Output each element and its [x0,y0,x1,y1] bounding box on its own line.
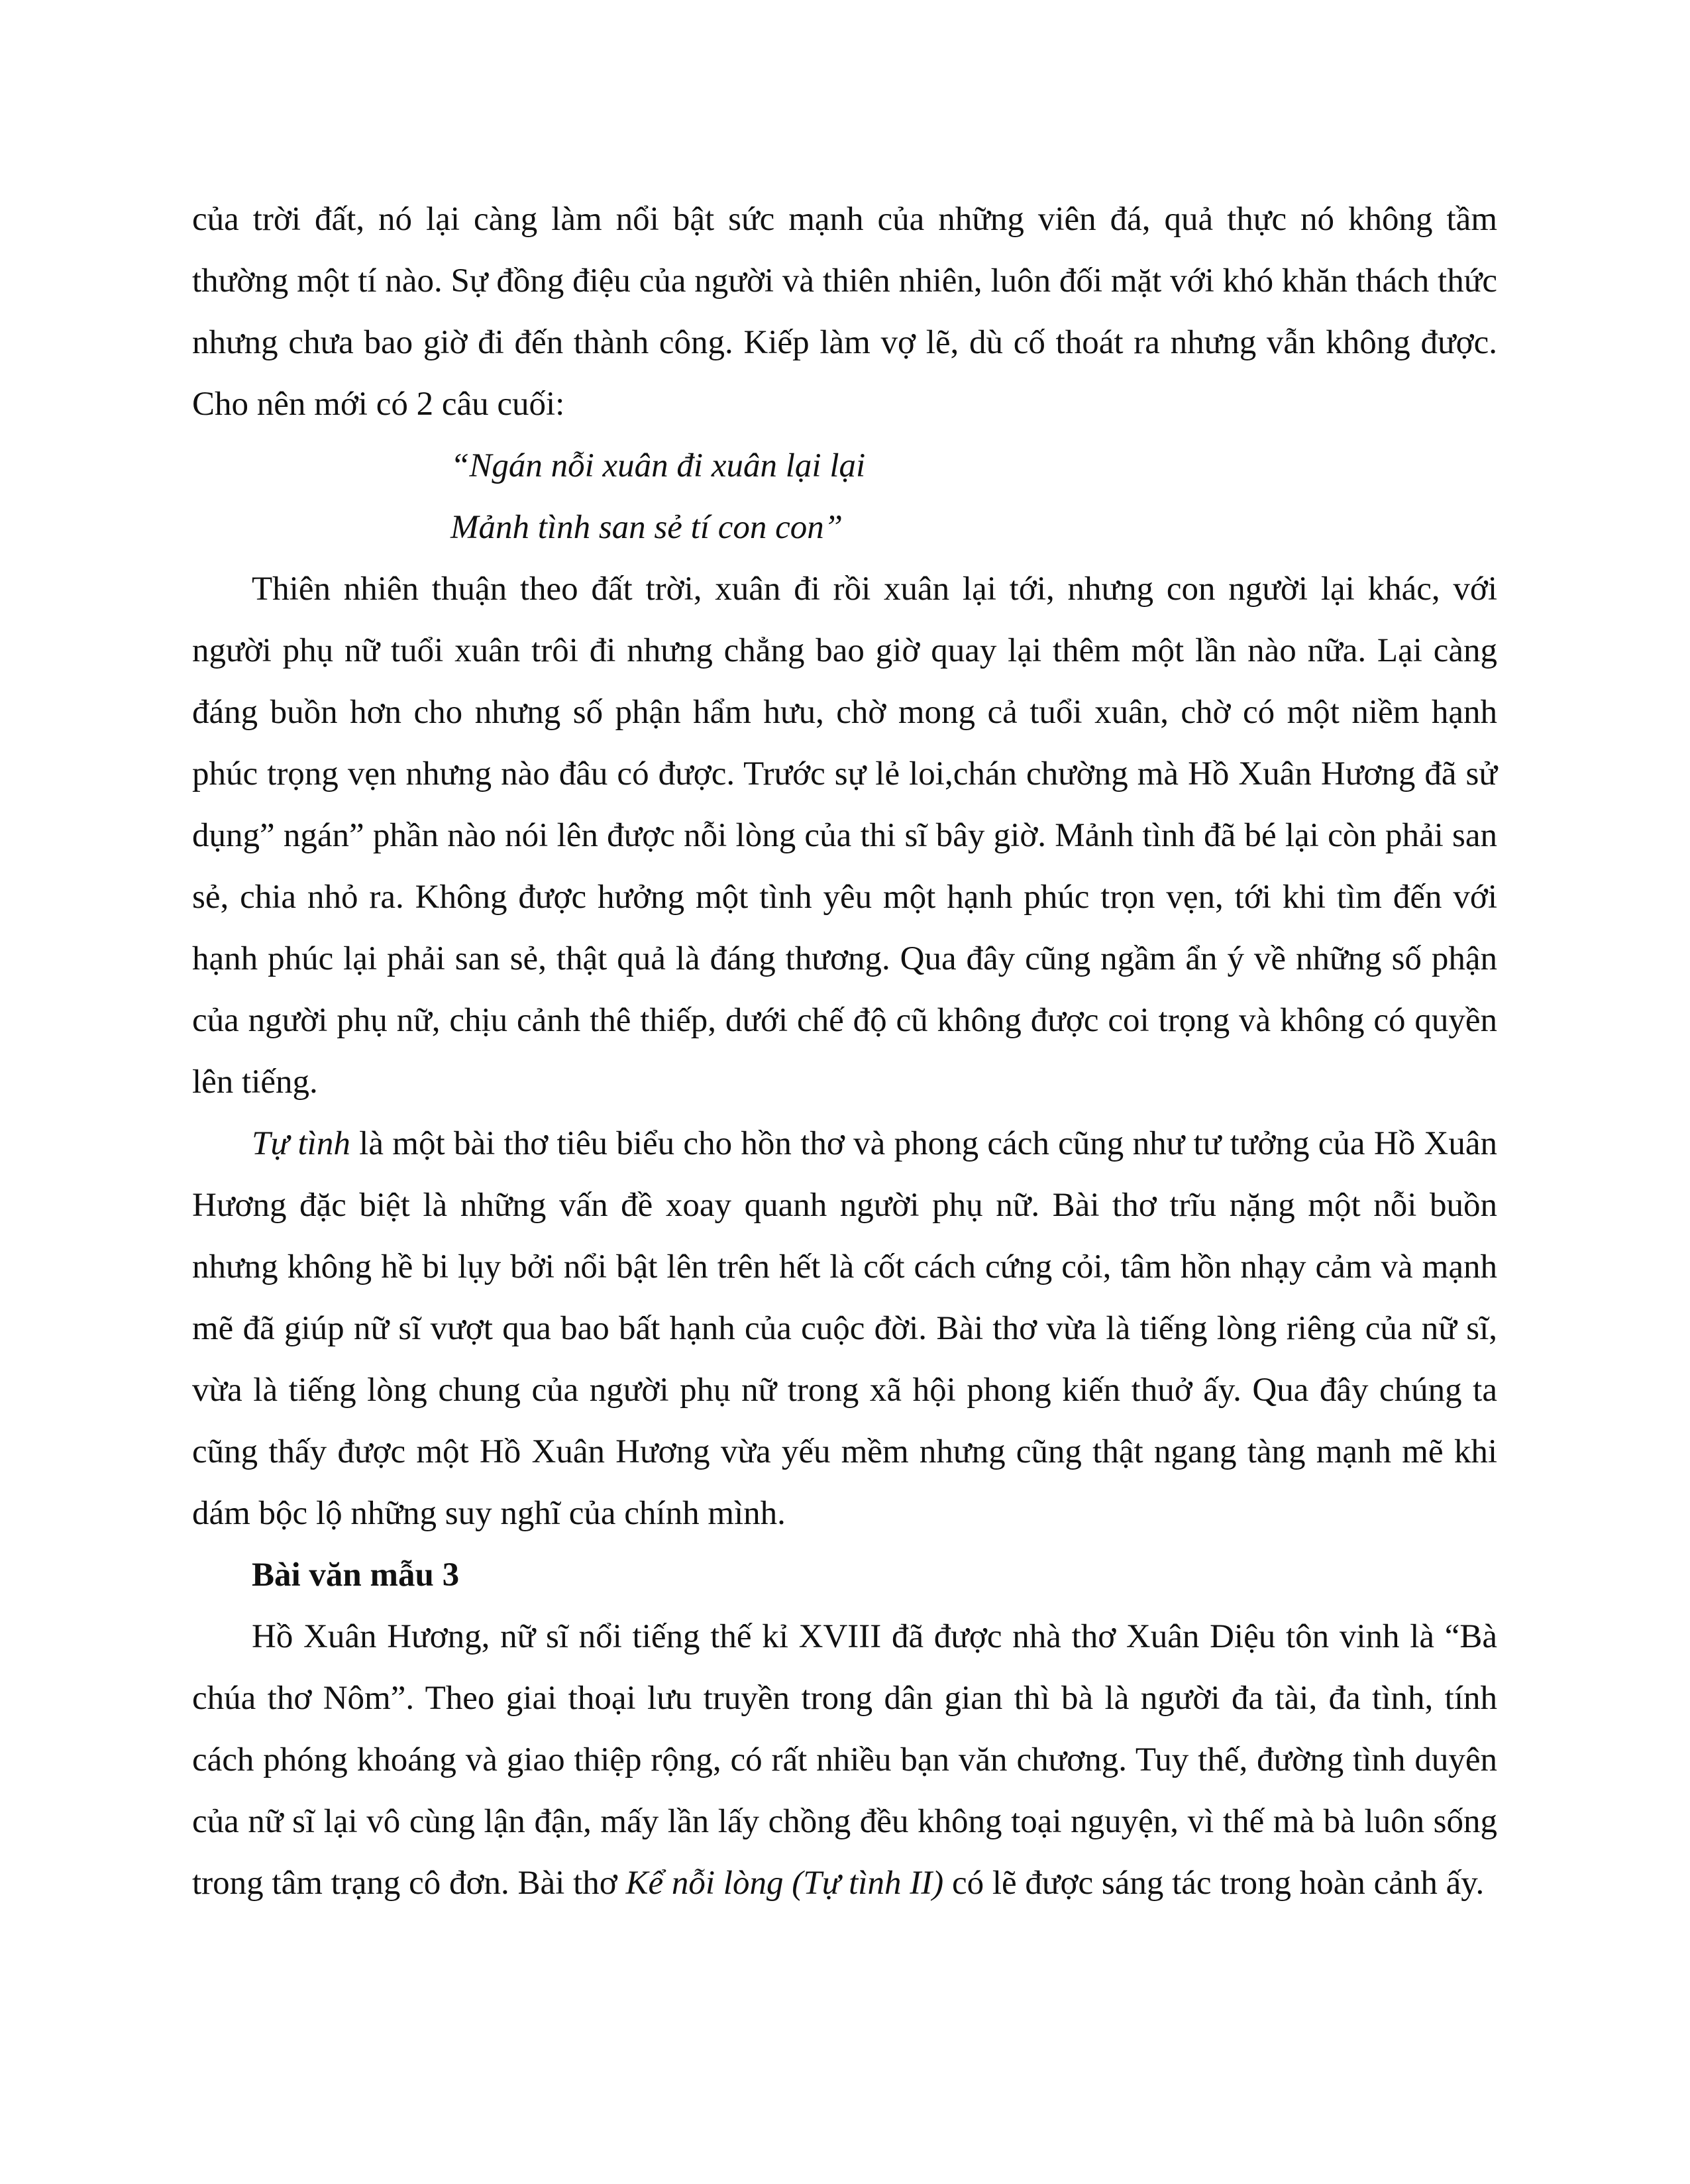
paragraph-analysis: Thiên nhiên thuận theo đất trời, xuân đi rồi xuân lại tới, nhưng con người lại khác, với người phụ nữ tuổi xuân trôi đi nhưng chẳng bao giờ quay lại thêm một lần nào nữa. Lại càng đáng buồn hơn cho nhưng số phận hẩm hưu, chờ mong cả tuổi xuân, chờ có một niềm hạnh phúc trọng vẹn nhưng nào đâu có được. Trước sự lẻ loi,chán chường mà Hồ Xuân Hương đã sử dụng” ngán” phần nào nói lên được nỗi lòng của thi sĩ bây giờ. Mảnh tình đã bé lại còn phải san sẻ, chia nhỏ ra. Không được hưởng một tình yêu một hạnh phúc trọn vẹn, tới khi tìm đến với hạnh phúc lại phải san sẻ, thật quả là đáng thương. Qua đây cũng ngầm ẩn ý về những số phận của người phụ nữ, chịu cảnh thê thiếp, dưới chế độ cũ không được coi trọng và không có quyền lên tiếng. [192,571,1497,1101]
section-heading: Bài văn mẫu 3 [252,1556,460,1594]
paragraph-introduction-text-before: Hồ Xuân Hương, nữ sĩ nổi tiếng thế kỉ XVIII đã được nhà thơ Xuân Diệu tôn vinh là “Bà chúa thơ Nôm”. Theo giai thoại lưu truyền trong dân gian thì bà là người đa tài, đa tình, tính cách phóng khoáng và giao thiệp rộng, có rất nhiều bạn văn chương. Tuy thế, đường tình duyên của nữ sĩ lại vô cùng lận đận, mấy lần lấy chồng đều không toại nguyện, vì thế mà bà luôn sống trong tâm trạng cô đơn. Bài thơ [192,1618,1497,1902]
document-body [192,189,1497,1914]
paragraph-introduction-text-after: có lẽ được sáng tác trong hoàn cảnh ấy. [943,1865,1485,1902]
poem-line-1: “Ngán nỗi xuân đi xuân lại lại [450,447,866,484]
paragraph-introduction [192,1606,1497,1914]
poem-title-tu-tinh: Tự tình [252,1125,350,1162]
paragraph-conclusion-text: là một bài thơ tiêu biểu cho hồn thơ và phong cách cũng như tư tưởng của Hồ Xuân Hương đặc biệt là những vấn đề xoay quanh người phụ nữ. Bài thơ trĩu nặng một nỗi buồn nhưng không hề bi lụy bởi nổi bật lên trên hết là cốt cách cứng cỏi, tâm hồn nhạy cảm và mạnh mẽ đã giúp nữ sĩ vượt qua bao bất hạnh của cuộc đời. Bài thơ vừa là tiếng lòng riêng của nữ sĩ, vừa là tiếng lòng chung của người phụ nữ trong xã hội phong kiến thuở ấy. Qua đây chúng ta cũng thấy được một Hồ Xuân Hương vừa yếu mềm nhưng cũng thật ngang tàng mạnh mẽ khi dám bộc lộ những suy nghĩ của chính mình. [192,1125,1497,1532]
paragraph-conclusion [192,1113,1497,1545]
paragraph-continuation: của trời đất, nó lại càng làm nổi bật sức mạnh của những viên đá, quả thực nó không tầm thường một tí nào. Sự đồng điệu của người và thiên nhiên, luôn đối mặt với khó khăn thách thức nhưng chưa bao giờ đi đến thành công. Kiếp làm vợ lẽ, dù cố thoát ra nhưng vẫn không được. Cho nên mới có 2 câu cuối: [192,201,1497,423]
poem-title-ke-noi-long: Kể nỗi lòng (Tự tình II) [625,1865,944,1902]
poem-line-2: Mảnh tình san sẻ tí con con” [450,509,843,546]
poem-excerpt [192,435,1497,559]
